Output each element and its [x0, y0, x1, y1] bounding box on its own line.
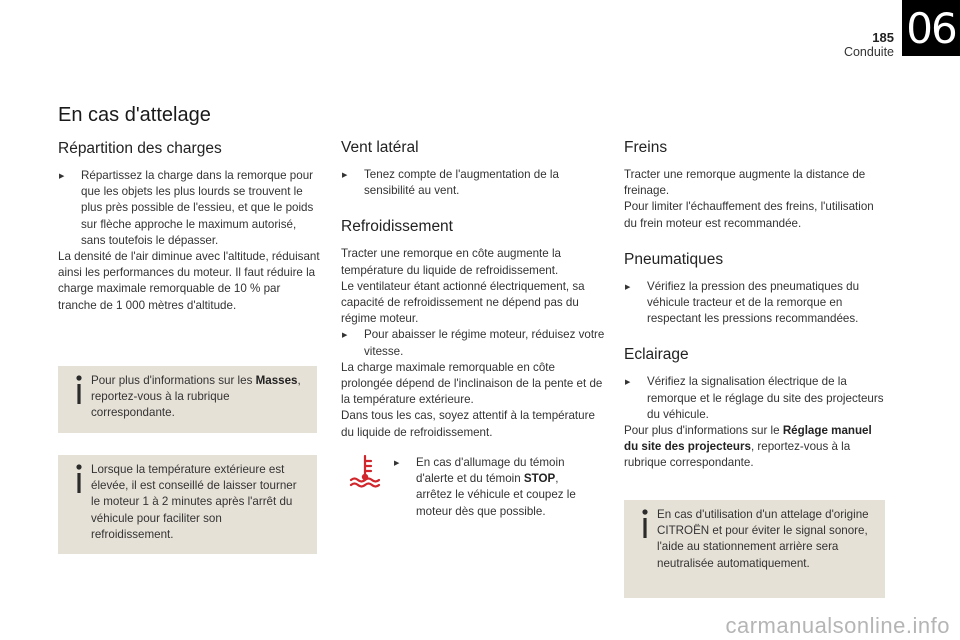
paragraph-brakes-2: Pour limiter l'échauffement des freins, l'utilisation du frein moteur est recommandée.: [624, 200, 874, 230]
page-title: En cas d'attelage: [58, 104, 211, 126]
bullet-lighting: ▶ Vérifiez la signalisation électrique de la remorque et le réglage du site des projecteurs du véhicule.: [624, 374, 886, 423]
heading-load-distribution: Répartition des charges: [58, 140, 222, 157]
lighting-text-bold: Réglage manuel du site des projecteurs: [624, 424, 872, 454]
paragraph-cooling-2: Le ventilateur étant actionné électriquement, sa capacité de refroidissement ne dépend pas du régime moteur.: [341, 279, 585, 326]
warning-text-part: , arrêtez le véhicule et coupez le moteur dès que possible.: [416, 472, 576, 518]
column-brakes-tyres-lighting: [624, 138, 886, 472]
lighting-text-part: Pour plus d'informations sur le: [624, 424, 783, 438]
heading-crosswind: Vent latéral: [341, 139, 419, 156]
info-text-bold-masses: Masses: [255, 374, 298, 387]
info-box-cooling: [58, 455, 317, 554]
chapter-number: 06: [906, 3, 956, 53]
paragraph-lighting: [624, 423, 886, 472]
info-i-icon: [70, 374, 88, 406]
heading-brakes: Freins: [624, 139, 668, 156]
paragraph-cooling-1: Tracter une remorque en côte augmente la température du liquide de refroidissement.: [341, 247, 561, 277]
chapter-number-badge: [902, 0, 960, 56]
info-i-icon: [636, 508, 654, 540]
bullet-tyres: ▶ Vérifiez la pression des pneumatiques du véhicule tracteur et de la remorque en respectant les pressions recommandées.: [624, 279, 886, 328]
heading-cooling: Refroidissement: [341, 218, 453, 236]
column-load-distribution: [58, 139, 320, 314]
paragraph-brakes-1: Tracter une remorque augmente la distance de freinage.: [624, 168, 866, 198]
paragraph-cooling-3: La charge maximale remorquable en côte prolongée dépend de l'inclinaison de la pente et de la température extérieure.: [341, 360, 603, 407]
info-i-icon: [70, 463, 88, 495]
info-text-part: , reportez-vous à la rubrique correspondante.: [91, 374, 301, 420]
info-box-masses-text: [91, 373, 305, 422]
heading-lighting: Eclairage: [624, 346, 689, 364]
warning-coolant: [341, 447, 605, 527]
paragraph-cooling-4: Dans tous les cas, soyez attentif à la température du liquide de refroidissement.: [341, 409, 595, 439]
paragraph-altitude: La densité de l'air diminue avec l'altitude, réduisant ainsi les performances du moteur. Il faut réduire la charge maximale remorquable de 10 % par tranche de 1 000 mètres d'altitude.: [58, 250, 320, 312]
info-box-cooling-text: Lorsque la température extérieure est élevée, il est conseillé de laisser tourner le moteur 1 à 2 minutes après l'arrêt du véhicule pour faciliter son refroidissement.: [91, 463, 297, 541]
info-box-masses: [58, 366, 317, 433]
chapter-name: Conduite: [843, 45, 894, 59]
bullet-cooling: ▶ Pour abaisser le régime moteur, réduisez votre vitesse.: [341, 327, 605, 359]
coolant-temperature-warning-icon: [347, 453, 383, 489]
watermark: carmanualsonline.info: [725, 613, 950, 638]
column-wind-cooling: [341, 138, 605, 441]
warning-text-part: En cas d'allumage du témoin d'alerte et du témoin: [416, 456, 565, 486]
heading-tyres: Pneumatiques: [624, 250, 724, 268]
warning-coolant-text: [393, 455, 597, 520]
bullet-load-distribution: ▶ Répartissez la charge dans la remorque pour que les objets les plus lourds se trouvent le plus près possible de l'essieu, et que le poids sur flèche approche le maximum autorisé, sans toutefois le dépasser.: [58, 168, 320, 249]
info-box-parking-aid-text: En cas d'utilisation d'un attelage d'origine CITROËN et pour éviter le signal sonore, l'aide au stationnement arrière sera neutralisée automatiquement.: [657, 508, 869, 570]
lighting-text-part: , reportez-vous à la rubrique correspondante.: [624, 440, 851, 470]
bullet-warning: [393, 455, 597, 520]
warning-text-bold-stop: STOP: [523, 472, 556, 486]
info-text-part: Pour plus d'informations sur les: [91, 374, 256, 387]
page-number: 185: [872, 30, 894, 45]
bullet-crosswind: ▶ Tenez compte de l'augmentation de la sensibilité au vent.: [341, 167, 605, 199]
info-box-parking-aid: [624, 500, 885, 598]
